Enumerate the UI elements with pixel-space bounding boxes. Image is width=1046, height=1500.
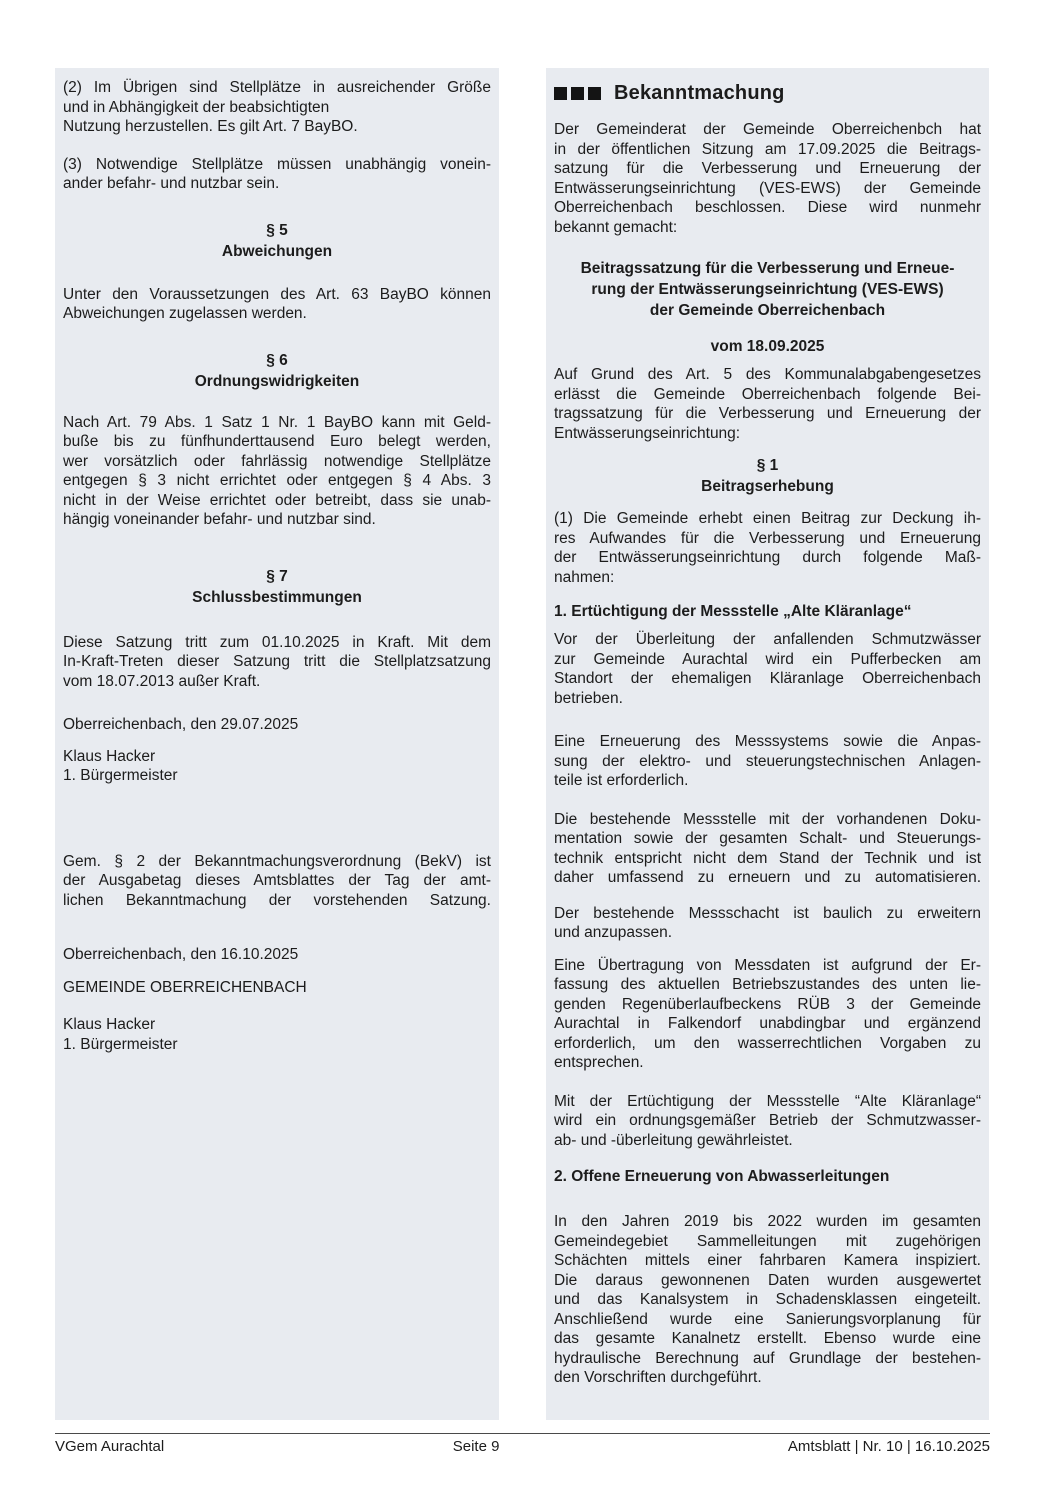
text-line: Oberreichenbach, den 16.10.2025 (63, 946, 299, 963)
text-line: § 6 (266, 351, 288, 369)
text-line: hydraulische Berechnung auf Grundlage der bestehen- (554, 1349, 981, 1367)
right-column-panel (546, 68, 989, 1420)
text-line: der Gemeinde Oberreichenbach (649, 302, 886, 319)
paragraph (63, 852, 491, 911)
text-line: und das Kanalsystem in Schadensklassen eingeteilt. (554, 1291, 981, 1308)
paragraph (554, 956, 981, 1073)
text-line: betrieben. (554, 689, 623, 707)
text-line: den Vorschriften durchgeführt. (554, 1369, 762, 1386)
text-line: technik entspricht nicht dem Stand der Technik und ist (554, 849, 981, 867)
text-line: (2) Im Übrigen sind Stellplätze in ausreichender Größe (63, 79, 491, 96)
municipality-name (63, 978, 491, 998)
text-line: bekannt gemacht: (554, 218, 678, 236)
text-line: entgegen § 3 nicht errichtet oder entgegen § 4 Abs. 3 (63, 472, 491, 489)
text-line: Schlussbestimmungen (192, 588, 362, 606)
text-line: und in Abhängigkeit der beabsichtigten (63, 98, 330, 116)
text-line: Entwässerungseinrichtung (VES-EWS) der Gemeinde (554, 179, 981, 197)
text-line: (1) Die Gemeinde erhebt einen Beitrag zur Deckung ih- (554, 510, 981, 527)
text-line: buße bis zu fünfhunderttausend Euro belegt werden, (63, 433, 491, 450)
paragraph (63, 155, 491, 194)
text-line: Anschließend wurde eine Sanierungsvorplanung für (554, 1310, 981, 1328)
text-line: genden Regenüberlaufbeckens RÜB 3 der Gemeinde (554, 995, 981, 1013)
text-line: vom 18.09.2025 (710, 338, 825, 355)
text-line: Eine Erneuerung des Messsystems sowie die Anpas- (554, 733, 981, 750)
section-heading-5 (63, 220, 491, 262)
text-line: Nach Art. 79 Abs. 1 Satz 1 Nr. 1 BayBO kann mit Geld- (63, 413, 491, 431)
section-heading-1 (554, 455, 981, 497)
text-line: Auf Grund des Art. 5 des Kommunalabgabengesetzes (554, 366, 981, 383)
text-line: Gem. § 2 der Bekanntmachungsverordnung (BekV) ist (63, 852, 491, 870)
paragraph (554, 630, 981, 708)
text-line: Beitragssatzung für die Verbesserung und Erneue- (580, 260, 955, 277)
text-line: Standort der ehemaligen Kläranlage Oberreichenbach (554, 670, 981, 687)
square-marker-icon (588, 87, 601, 100)
text-line: 1. Bürgermeister (63, 1035, 178, 1053)
paragraph (554, 120, 981, 237)
date-line (63, 715, 491, 735)
text-line: Mit der Ertüchtigung der Messstelle “Alte Kläranlage“ (554, 1092, 981, 1110)
paragraph (554, 1212, 981, 1388)
text-line: mentation sowie der gesamten Schalt- und Steuerungs- (554, 830, 981, 847)
text-line: Vor der Überleitung der anfallenden Schmutzwässer (554, 631, 981, 648)
text-line: Aurachtal in Falkendorf unabdingbar und ergänzend (554, 1015, 981, 1032)
text-line: vom 18.07.2013 außer Kraft. (63, 672, 261, 690)
signature (63, 747, 491, 786)
text-line: der Entwässerungseinrichtung durch folgende Maß- (554, 549, 981, 566)
signature (63, 1015, 491, 1054)
text-line: daher umfassend zu erneuern und zu automatisieren. (554, 869, 981, 886)
text-line: rung der Entwässerungseinrichtung (VES-EWS) (591, 281, 944, 298)
text-line: In-Kraft-Treten dieser Satzung tritt die Stellplatzsatzung (63, 653, 491, 670)
text-line: 1. Ertüchtigung der Messstelle „Alte Kläranlage“ (554, 603, 912, 620)
text-line: 1. Bürgermeister (63, 767, 178, 784)
text-line: Schächten mittels einer fahrbaren Kamera inspiziert. (554, 1252, 981, 1269)
text-line: der Ausgabetag dieses Amtsblattes der Tag der amt- (63, 872, 491, 889)
text-line: Oberreichenbach beschlossen. Diese wird nunmehr (554, 199, 981, 216)
paragraph (554, 904, 981, 943)
text-line: tragssatzung für die Verbesserung und Erneuerung der (554, 405, 981, 422)
paragraph (554, 509, 981, 587)
text-line: GEMEINDE OBERREICHENBACH (63, 978, 307, 996)
paragraph (63, 78, 491, 137)
text-line: ab- und -überleitung gewährleistet. (554, 1131, 793, 1149)
announcement-header (554, 80, 981, 106)
text-line: entsprechen. (554, 1054, 644, 1071)
square-marker-icon (571, 87, 584, 100)
text-line: hängig voneinander befahr- und nutzbar sind. (63, 511, 376, 528)
square-marker-icon (554, 87, 567, 100)
text-line: Entwässerungseinrichtung: (554, 424, 741, 442)
footer-page-number: Seite 9 (452, 1438, 500, 1455)
text-line: Der bestehende Messschacht ist baulich zu erweitern (554, 904, 981, 922)
text-line: Beitragserhebung (701, 478, 834, 495)
paragraph (554, 1092, 981, 1151)
text-line: fassung des aktuellen Betriebszustandes des unten lie- (554, 976, 981, 993)
measure-heading-2 (554, 1166, 981, 1187)
text-line: wer vorsätzlich oder fahrlässig notwendige Stellplätze (63, 452, 491, 470)
text-line: Unter den Voraussetzungen des Art. 63 BayBO können (63, 285, 491, 303)
text-line: Ordnungswidrigkeiten (194, 372, 360, 390)
text-line: in der öffentlichen Sitzung am 17.09.2025 die Beitrags- (554, 140, 981, 158)
section-heading-6 (63, 350, 491, 392)
announcement-title: Bekanntmachung (614, 81, 785, 104)
text-line: Der Gemeinderat der Gemeinde Oberreichenbch hat (554, 121, 981, 138)
paragraph (554, 365, 981, 443)
text-line: wird ein ordnungsgemäßer Betrieb der Schmutzwasser- (554, 1112, 981, 1129)
text-line: Oberreichenbach, den 29.07.2025 (63, 716, 299, 733)
date-line (63, 945, 491, 965)
footer-issue-info: Amtsblatt | Nr. 10 | 16.10.2025 (787, 1438, 990, 1455)
satzung-date (554, 336, 981, 357)
text-line: Klaus Hacker (63, 1016, 156, 1033)
text-line: Gemeindegebiet Sammelleitungen mit zugehörigen (554, 1232, 981, 1250)
text-line: Klaus Hacker (63, 747, 156, 765)
text-line: erforderlich, um den wasserrechtlichen Vorgaben zu (554, 1034, 981, 1052)
text-line: erlässt die Gemeinde Oberreichenbach folgende Bei- (554, 385, 981, 403)
text-line: Nutzung herzustellen. Es gilt Art. 7 BayBO. (63, 118, 358, 135)
text-line: nicht in der Weise errichtet oder betreibt, dass sie unab- (63, 491, 491, 509)
paragraph (554, 732, 981, 791)
paragraph (63, 285, 491, 324)
text-line: nahmen: (554, 568, 615, 586)
announcement-body (554, 120, 981, 1388)
text-line: teile ist erforderlich. (554, 772, 689, 789)
text-line: res Aufwandes für die Verbesserung und Erneuerung (554, 529, 981, 547)
text-line: sung der elektro- und steuerungstechnischen Anlagen- (554, 752, 981, 770)
section-heading-7 (63, 566, 491, 608)
text-line: zur Gemeinde Aurachtal wird ein Pufferbecken am (554, 650, 981, 668)
text-line: 2. Offene Erneuerung von Abwasserleitungen (554, 1168, 890, 1185)
footer-publisher: VGem Aurachtal (55, 1438, 165, 1455)
paragraph (554, 810, 981, 888)
text-line: Diese Satzung tritt zum 01.10.2025 in Kraft. Mit dem (63, 633, 491, 651)
text-line: lichen Bekanntmachung der vorstehenden Satzung. (63, 891, 491, 909)
text-line: Die bestehende Messstelle mit der vorhandenen Doku- (554, 810, 981, 828)
text-line: (3) Notwendige Stellplätze müssen unabhängig vonein- (63, 155, 491, 173)
text-line: In den Jahren 2019 bis 2022 wurden im gesamten (554, 1213, 981, 1230)
page-footer (55, 1433, 990, 1455)
text-line: das gesamte Kanalnetz erstellt. Ebenso wurde eine (554, 1330, 981, 1347)
paragraph (63, 633, 491, 692)
text-line: Die daraus gewonnenen Daten wurden ausgewertet (554, 1271, 981, 1289)
satzung-title (554, 258, 981, 321)
text-line: Eine Übertragung von Messdaten ist aufgrund der Er- (554, 956, 981, 974)
text-line: und anzupassen. (554, 924, 673, 941)
text-line: Abweichungen zugelassen werden. (63, 305, 307, 322)
text-line: § 1 (756, 457, 779, 474)
text-line: ander befahr- und nutzbar sein. (63, 175, 280, 192)
left-column-panel (55, 68, 499, 1420)
text-line: satzung für die Verbesserung und Erneuerung der (554, 160, 981, 177)
text-line: § 7 (266, 567, 288, 585)
measure-heading-1 (554, 601, 981, 622)
text-line: § 5 (266, 221, 288, 239)
text-line: Abweichungen (221, 242, 333, 260)
paragraph (63, 413, 491, 530)
